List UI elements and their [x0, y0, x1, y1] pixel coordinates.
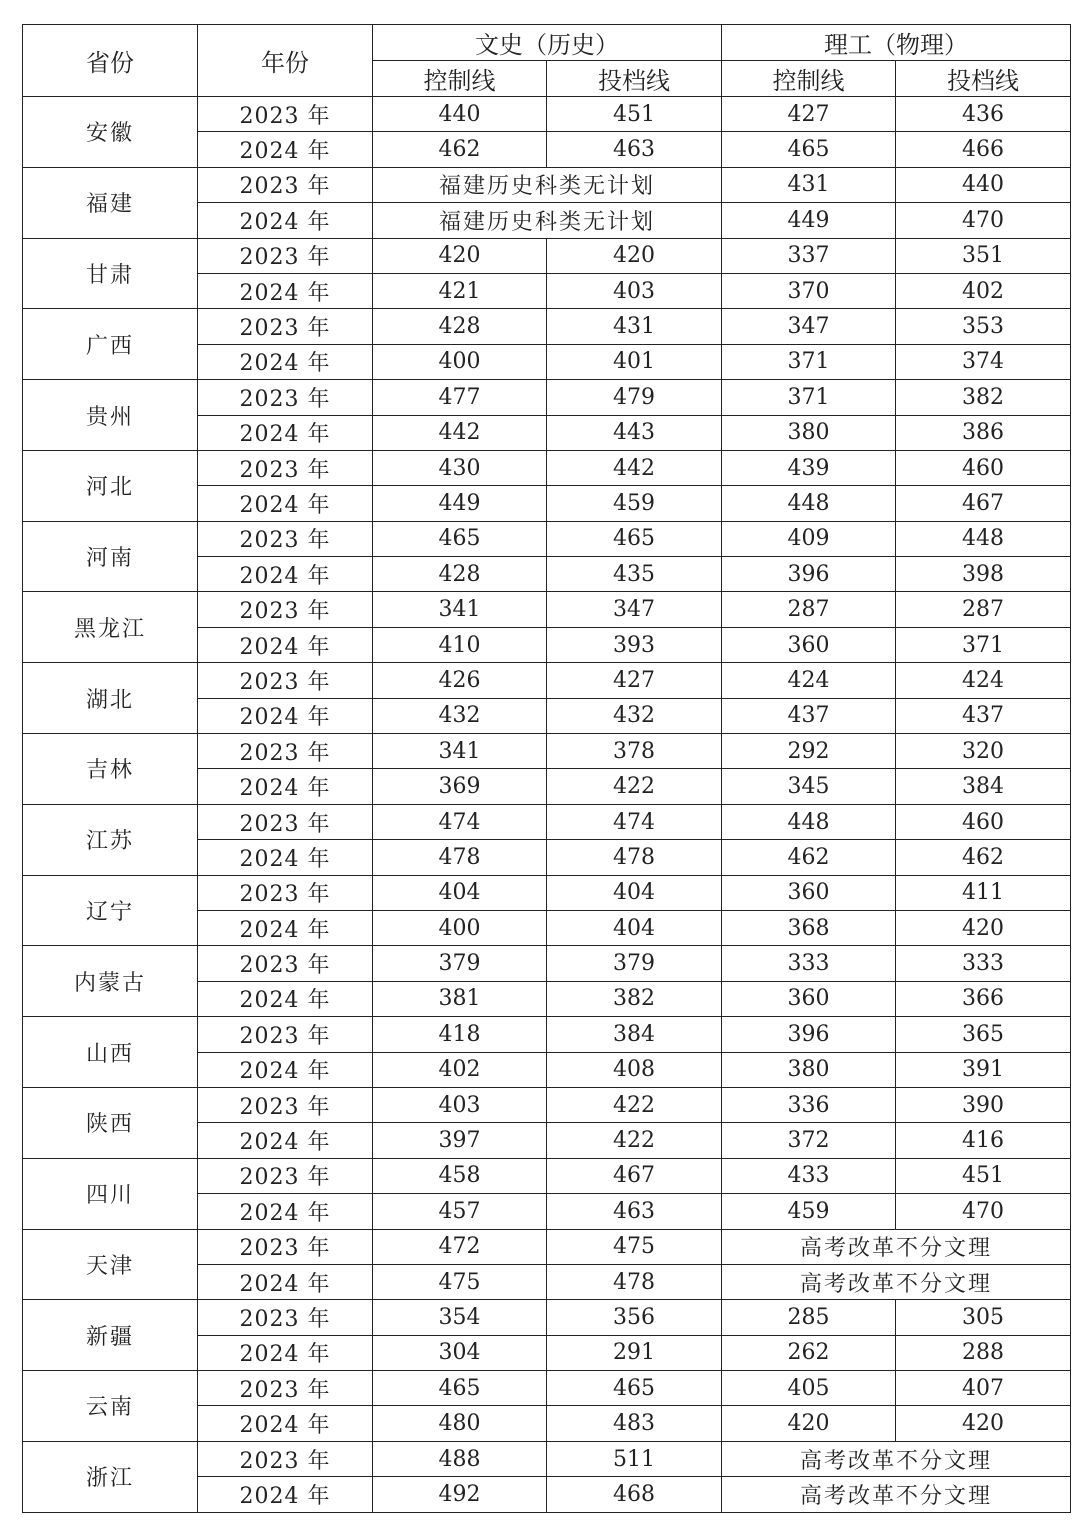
arts-control-cell: 421	[373, 273, 547, 308]
science-filing-cell: 402	[896, 273, 1071, 308]
header-province: 省份	[23, 25, 198, 97]
science-filing-cell: 420	[896, 910, 1071, 945]
science-filing-cell: 440	[896, 167, 1071, 202]
year-cell: 2024 年	[198, 132, 373, 167]
science-control-cell: 396	[722, 1017, 896, 1052]
year-cell: 2024 年	[198, 344, 373, 379]
arts-control-cell: 304	[373, 1335, 547, 1370]
province-cell: 四川	[23, 1158, 198, 1229]
science-filing-cell: 366	[896, 981, 1071, 1016]
science-control-cell: 409	[722, 521, 896, 556]
header-arts: 文史（历史）	[373, 25, 722, 61]
table-row	[23, 1158, 1071, 1193]
arts-filing-cell: 393	[547, 627, 722, 662]
year-cell: 2023 年	[198, 238, 373, 273]
arts-control-cell: 402	[373, 1052, 547, 1087]
year-cell: 2023 年	[198, 734, 373, 769]
arts-control-cell: 428	[373, 557, 547, 592]
science-control-cell: 345	[722, 769, 896, 804]
province-cell: 云南	[23, 1371, 198, 1442]
arts-control-cell: 492	[373, 1477, 547, 1512]
province-cell: 新疆	[23, 1300, 198, 1371]
year-cell: 2024 年	[198, 273, 373, 308]
arts-filing-cell: 401	[547, 344, 722, 379]
province-cell: 辽宁	[23, 875, 198, 946]
science-control-cell: 371	[722, 344, 896, 379]
year-cell: 2023 年	[198, 1087, 373, 1122]
arts-control-cell: 341	[373, 592, 547, 627]
science-control-cell: 360	[722, 875, 896, 910]
arts-control-cell: 462	[373, 132, 547, 167]
table-row	[23, 1017, 1071, 1052]
science-control-cell: 396	[722, 557, 896, 592]
province-cell: 福建	[23, 167, 198, 238]
science-filing-cell: 365	[896, 1017, 1071, 1052]
arts-filing-cell: 356	[547, 1300, 722, 1335]
province-cell: 浙江	[23, 1441, 198, 1512]
science-control-cell: 372	[722, 1123, 896, 1158]
arts-filing-cell: 478	[547, 840, 722, 875]
year-cell: 2024 年	[198, 415, 373, 450]
year-cell: 2023 年	[198, 1229, 373, 1264]
arts-control-cell: 404	[373, 875, 547, 910]
science-control-cell: 380	[722, 415, 896, 450]
science-control-cell: 368	[722, 910, 896, 945]
arts-control-cell: 465	[373, 521, 547, 556]
arts-control-cell: 442	[373, 415, 547, 450]
arts-filing-cell: 463	[547, 132, 722, 167]
arts-control-cell: 458	[373, 1158, 547, 1193]
arts-control-cell: 475	[373, 1264, 547, 1299]
table-row	[23, 1229, 1071, 1264]
science-control-cell: 449	[722, 203, 896, 238]
arts-control-cell: 457	[373, 1194, 547, 1229]
arts-filing-cell: 474	[547, 804, 722, 839]
science-control-cell: 292	[722, 734, 896, 769]
science-control-cell: 371	[722, 380, 896, 415]
science-control-cell: 360	[722, 627, 896, 662]
science-control-cell: 424	[722, 663, 896, 698]
table-row	[23, 1087, 1071, 1122]
arts-control-cell: 472	[373, 1229, 547, 1264]
table-row	[23, 804, 1071, 839]
province-cell: 山西	[23, 1017, 198, 1088]
arts-filing-cell: 479	[547, 380, 722, 415]
science-filing-cell: 351	[896, 238, 1071, 273]
science-control-cell: 448	[722, 486, 896, 521]
province-cell: 陕西	[23, 1087, 198, 1158]
year-cell: 2024 年	[198, 1123, 373, 1158]
arts-control-cell: 403	[373, 1087, 547, 1122]
year-cell: 2024 年	[198, 486, 373, 521]
arts-filing-cell: 382	[547, 981, 722, 1016]
science-filing-cell: 460	[896, 804, 1071, 839]
science-control-cell: 405	[722, 1371, 896, 1406]
arts-filing-cell: 408	[547, 1052, 722, 1087]
arts-filing-cell: 347	[547, 592, 722, 627]
arts-filing-cell: 465	[547, 521, 722, 556]
province-cell: 吉林	[23, 734, 198, 805]
science-filing-cell: 398	[896, 557, 1071, 592]
arts-filing-cell: 403	[547, 273, 722, 308]
province-cell: 江苏	[23, 804, 198, 875]
science-filing-cell: 424	[896, 663, 1071, 698]
table-row	[23, 734, 1071, 769]
arts-filing-cell: 483	[547, 1406, 722, 1441]
table-body	[23, 97, 1071, 1513]
table-row	[23, 380, 1071, 415]
science-control-cell: 380	[722, 1052, 896, 1087]
province-cell: 河南	[23, 521, 198, 592]
arts-filing-cell: 378	[547, 734, 722, 769]
table-row	[23, 450, 1071, 485]
science-filing-cell: 287	[896, 592, 1071, 627]
table-row	[23, 1371, 1071, 1406]
arts-filing-cell: 427	[547, 663, 722, 698]
science-filing-cell: 371	[896, 627, 1071, 662]
arts-control-cell: 474	[373, 804, 547, 839]
table-row	[23, 663, 1071, 698]
science-note-cell: 高考改革不分文理	[722, 1441, 1071, 1476]
science-control-cell: 437	[722, 698, 896, 733]
arts-filing-cell: 475	[547, 1229, 722, 1264]
science-filing-cell: 333	[896, 946, 1071, 981]
year-cell: 2024 年	[198, 1052, 373, 1087]
science-filing-cell: 407	[896, 1371, 1071, 1406]
arts-filing-cell: 463	[547, 1194, 722, 1229]
science-filing-cell: 374	[896, 344, 1071, 379]
science-filing-cell: 420	[896, 1406, 1071, 1441]
year-cell: 2024 年	[198, 1335, 373, 1370]
province-cell: 广西	[23, 309, 198, 380]
year-cell: 2023 年	[198, 1371, 373, 1406]
science-filing-cell: 288	[896, 1335, 1071, 1370]
science-filing-cell: 448	[896, 521, 1071, 556]
science-control-cell: 459	[722, 1194, 896, 1229]
science-note-cell: 高考改革不分文理	[722, 1229, 1071, 1264]
arts-control-cell: 465	[373, 1371, 547, 1406]
science-filing-cell: 386	[896, 415, 1071, 450]
year-cell: 2024 年	[198, 627, 373, 662]
year-cell: 2024 年	[198, 1264, 373, 1299]
arts-control-cell: 400	[373, 344, 547, 379]
arts-note-cell: 福建历史科类无计划	[373, 203, 722, 238]
arts-control-cell: 420	[373, 238, 547, 273]
science-filing-cell: 411	[896, 875, 1071, 910]
arts-control-cell: 426	[373, 663, 547, 698]
arts-filing-cell: 384	[547, 1017, 722, 1052]
science-control-cell: 420	[722, 1406, 896, 1441]
year-cell: 2024 年	[198, 557, 373, 592]
header-year: 年份	[198, 25, 373, 97]
science-filing-cell: 470	[896, 203, 1071, 238]
year-cell: 2024 年	[198, 698, 373, 733]
province-cell: 贵州	[23, 380, 198, 451]
arts-control-cell: 418	[373, 1017, 547, 1052]
science-control-cell: 285	[722, 1300, 896, 1335]
province-cell: 湖北	[23, 663, 198, 734]
science-filing-cell: 451	[896, 1158, 1071, 1193]
year-cell: 2024 年	[198, 769, 373, 804]
arts-control-cell: 400	[373, 910, 547, 945]
science-control-cell: 448	[722, 804, 896, 839]
table-row	[23, 521, 1071, 556]
arts-control-cell: 440	[373, 97, 547, 132]
arts-note-cell: 福建历史科类无计划	[373, 167, 722, 202]
arts-filing-cell: 459	[547, 486, 722, 521]
science-filing-cell: 467	[896, 486, 1071, 521]
year-cell: 2023 年	[198, 804, 373, 839]
year-cell: 2023 年	[198, 1017, 373, 1052]
table-row	[23, 238, 1071, 273]
year-cell: 2024 年	[198, 1406, 373, 1441]
arts-filing-cell: 478	[547, 1264, 722, 1299]
year-cell: 2023 年	[198, 521, 373, 556]
arts-filing-cell: 422	[547, 769, 722, 804]
table-row	[23, 946, 1071, 981]
science-filing-cell: 320	[896, 734, 1071, 769]
arts-control-cell: 428	[373, 309, 547, 344]
arts-control-cell: 480	[373, 1406, 547, 1441]
arts-control-cell: 379	[373, 946, 547, 981]
science-note-cell: 高考改革不分文理	[722, 1264, 1071, 1299]
year-cell: 2023 年	[198, 592, 373, 627]
header-arts-filing-line: 投档线	[547, 61, 722, 97]
table-row	[23, 1441, 1071, 1476]
science-control-cell: 333	[722, 946, 896, 981]
science-filing-cell: 416	[896, 1123, 1071, 1158]
arts-control-cell: 410	[373, 627, 547, 662]
science-filing-cell: 382	[896, 380, 1071, 415]
arts-filing-cell: 422	[547, 1087, 722, 1122]
arts-control-cell: 477	[373, 380, 547, 415]
science-control-cell: 370	[722, 273, 896, 308]
year-cell: 2023 年	[198, 97, 373, 132]
year-cell: 2023 年	[198, 450, 373, 485]
table-header	[23, 25, 1071, 97]
arts-filing-cell: 465	[547, 1371, 722, 1406]
science-filing-cell: 466	[896, 132, 1071, 167]
arts-filing-cell: 379	[547, 946, 722, 981]
score-table	[22, 24, 1071, 1513]
arts-filing-cell: 431	[547, 309, 722, 344]
year-cell: 2023 年	[198, 1300, 373, 1335]
year-cell: 2023 年	[198, 380, 373, 415]
science-control-cell: 262	[722, 1335, 896, 1370]
science-filing-cell: 436	[896, 97, 1071, 132]
arts-control-cell: 430	[373, 450, 547, 485]
table-row	[23, 875, 1071, 910]
arts-filing-cell: 420	[547, 238, 722, 273]
arts-control-cell: 432	[373, 698, 547, 733]
year-cell: 2024 年	[198, 1194, 373, 1229]
province-cell: 内蒙古	[23, 946, 198, 1017]
province-cell: 天津	[23, 1229, 198, 1300]
arts-filing-cell: 511	[547, 1441, 722, 1476]
science-control-cell: 465	[722, 132, 896, 167]
science-control-cell: 347	[722, 309, 896, 344]
arts-filing-cell: 404	[547, 910, 722, 945]
arts-filing-cell: 467	[547, 1158, 722, 1193]
science-control-cell: 360	[722, 981, 896, 1016]
year-cell: 2023 年	[198, 309, 373, 344]
arts-control-cell: 449	[373, 486, 547, 521]
header-science: 理工（物理）	[722, 25, 1071, 61]
science-control-cell: 427	[722, 97, 896, 132]
science-control-cell: 431	[722, 167, 896, 202]
arts-filing-cell: 443	[547, 415, 722, 450]
table-row	[23, 309, 1071, 344]
science-filing-cell: 384	[896, 769, 1071, 804]
science-control-cell: 439	[722, 450, 896, 485]
year-cell: 2024 年	[198, 203, 373, 238]
year-cell: 2024 年	[198, 981, 373, 1016]
arts-filing-cell: 422	[547, 1123, 722, 1158]
science-filing-cell: 353	[896, 309, 1071, 344]
arts-filing-cell: 291	[547, 1335, 722, 1370]
science-filing-cell: 391	[896, 1052, 1071, 1087]
arts-filing-cell: 404	[547, 875, 722, 910]
science-filing-cell: 460	[896, 450, 1071, 485]
science-note-cell: 高考改革不分文理	[722, 1477, 1071, 1512]
arts-control-cell: 488	[373, 1441, 547, 1476]
arts-filing-cell: 432	[547, 698, 722, 733]
header-science-filing-line: 投档线	[896, 61, 1071, 97]
province-cell: 河北	[23, 450, 198, 521]
arts-filing-cell: 451	[547, 97, 722, 132]
arts-control-cell: 369	[373, 769, 547, 804]
science-control-cell: 433	[722, 1158, 896, 1193]
arts-control-cell: 341	[373, 734, 547, 769]
year-cell: 2024 年	[198, 1477, 373, 1512]
science-control-cell: 337	[722, 238, 896, 273]
science-filing-cell: 390	[896, 1087, 1071, 1122]
province-cell: 安徽	[23, 97, 198, 168]
science-filing-cell: 462	[896, 840, 1071, 875]
table-row	[23, 97, 1071, 132]
province-cell: 甘肃	[23, 238, 198, 309]
science-control-cell: 287	[722, 592, 896, 627]
arts-filing-cell: 442	[547, 450, 722, 485]
arts-control-cell: 354	[373, 1300, 547, 1335]
science-filing-cell: 437	[896, 698, 1071, 733]
province-cell: 黑龙江	[23, 592, 198, 663]
arts-control-cell: 478	[373, 840, 547, 875]
year-cell: 2023 年	[198, 663, 373, 698]
year-cell: 2023 年	[198, 875, 373, 910]
table-row	[23, 1300, 1071, 1335]
science-filing-cell: 470	[896, 1194, 1071, 1229]
year-cell: 2023 年	[198, 167, 373, 202]
header-arts-control-line: 控制线	[373, 61, 547, 97]
year-cell: 2023 年	[198, 946, 373, 981]
year-cell: 2023 年	[198, 1158, 373, 1193]
year-cell: 2023 年	[198, 1441, 373, 1476]
arts-control-cell: 381	[373, 981, 547, 1016]
science-filing-cell: 305	[896, 1300, 1071, 1335]
science-control-cell: 336	[722, 1087, 896, 1122]
year-cell: 2024 年	[198, 910, 373, 945]
arts-filing-cell: 468	[547, 1477, 722, 1512]
arts-filing-cell: 435	[547, 557, 722, 592]
year-cell: 2024 年	[198, 840, 373, 875]
header-science-control-line: 控制线	[722, 61, 896, 97]
arts-control-cell: 397	[373, 1123, 547, 1158]
table-row	[23, 167, 1071, 202]
table-row	[23, 592, 1071, 627]
science-control-cell: 462	[722, 840, 896, 875]
